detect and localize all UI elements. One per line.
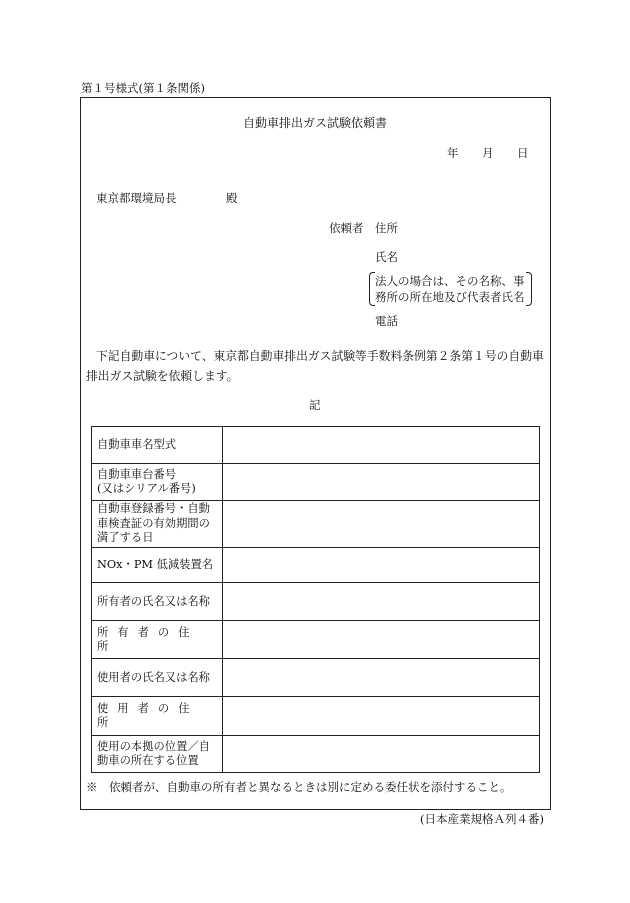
- requester-address-label: 住所: [375, 221, 398, 235]
- corporate-note: [369, 272, 532, 306]
- form-title: 自動車排出ガス試験依頼書: [243, 116, 388, 130]
- attachment-note: ※ 依頼者が、自動車の所有者と異なるときは別に定める委任状を添付すること。: [86, 780, 512, 794]
- ki-heading: 記: [309, 398, 321, 412]
- body-text-line-1: 下記自動車について、東京都自動車排出ガス試験等手数料条例第２条第１号の自動車: [96, 349, 544, 363]
- table-row: [92, 736, 540, 773]
- date-day-label: 日: [517, 146, 529, 160]
- table-row: [92, 697, 540, 736]
- row-label: 所有者の住所: [92, 621, 223, 659]
- row-label: 自動車登録番号・自動 車検査証の有効期間の 満了する日: [92, 501, 223, 548]
- addressee-name: 東京都環境局長: [96, 191, 177, 205]
- row-label: 自動車車名型式: [92, 427, 223, 464]
- requester-label: 依頼者: [329, 221, 364, 235]
- row-label: 自動車車台番号 (又はシリアル番号): [92, 464, 223, 501]
- table-row: [92, 548, 540, 583]
- user-name-value[interactable]: [223, 659, 540, 697]
- date-year-label: 年: [447, 146, 459, 160]
- table-row: [92, 621, 540, 659]
- base-location-value[interactable]: [223, 736, 540, 773]
- row-label: 所有者の氏名又は名称: [92, 583, 223, 621]
- form-number: 第１号様式(第１条関係): [81, 81, 205, 95]
- addressee-honorific: 殿: [226, 191, 238, 205]
- corporate-note-line-1: 法人の場合は、その名称、事: [375, 274, 525, 288]
- paper-size-note: (日本産業規格Ａ列４番): [420, 812, 544, 826]
- table-row: [92, 427, 540, 464]
- right-bracket: [526, 272, 532, 306]
- requester-name-label: 氏名: [375, 250, 398, 264]
- vehicle-model-value[interactable]: [223, 427, 540, 464]
- row-label: 使用者の氏名又は名称: [92, 659, 223, 697]
- owner-address-value[interactable]: [223, 621, 540, 659]
- table-row: [92, 501, 540, 548]
- chassis-number-value[interactable]: [223, 464, 540, 501]
- row-label: 使用の本拠の位置／自 動車の所在する位置: [92, 736, 223, 773]
- user-address-value[interactable]: [223, 697, 540, 736]
- table-row: [92, 464, 540, 501]
- row-label: 使用者の住所: [92, 697, 223, 736]
- vehicle-info-table: [91, 426, 540, 773]
- owner-name-value[interactable]: [223, 583, 540, 621]
- registration-number-value[interactable]: [223, 501, 540, 548]
- table-row: [92, 659, 540, 697]
- corporate-note-line-2: 務所の所在地及び代表者氏名: [375, 290, 525, 304]
- date-month-label: 月: [482, 146, 494, 160]
- nox-pm-device-value[interactable]: [223, 548, 540, 583]
- table-row: [92, 583, 540, 621]
- body-text-line-2: 排出ガス試験を依頼します。: [86, 369, 239, 383]
- requester-phone-label: 電話: [375, 314, 398, 328]
- row-label: NOx・PM 低減装置名: [92, 548, 223, 583]
